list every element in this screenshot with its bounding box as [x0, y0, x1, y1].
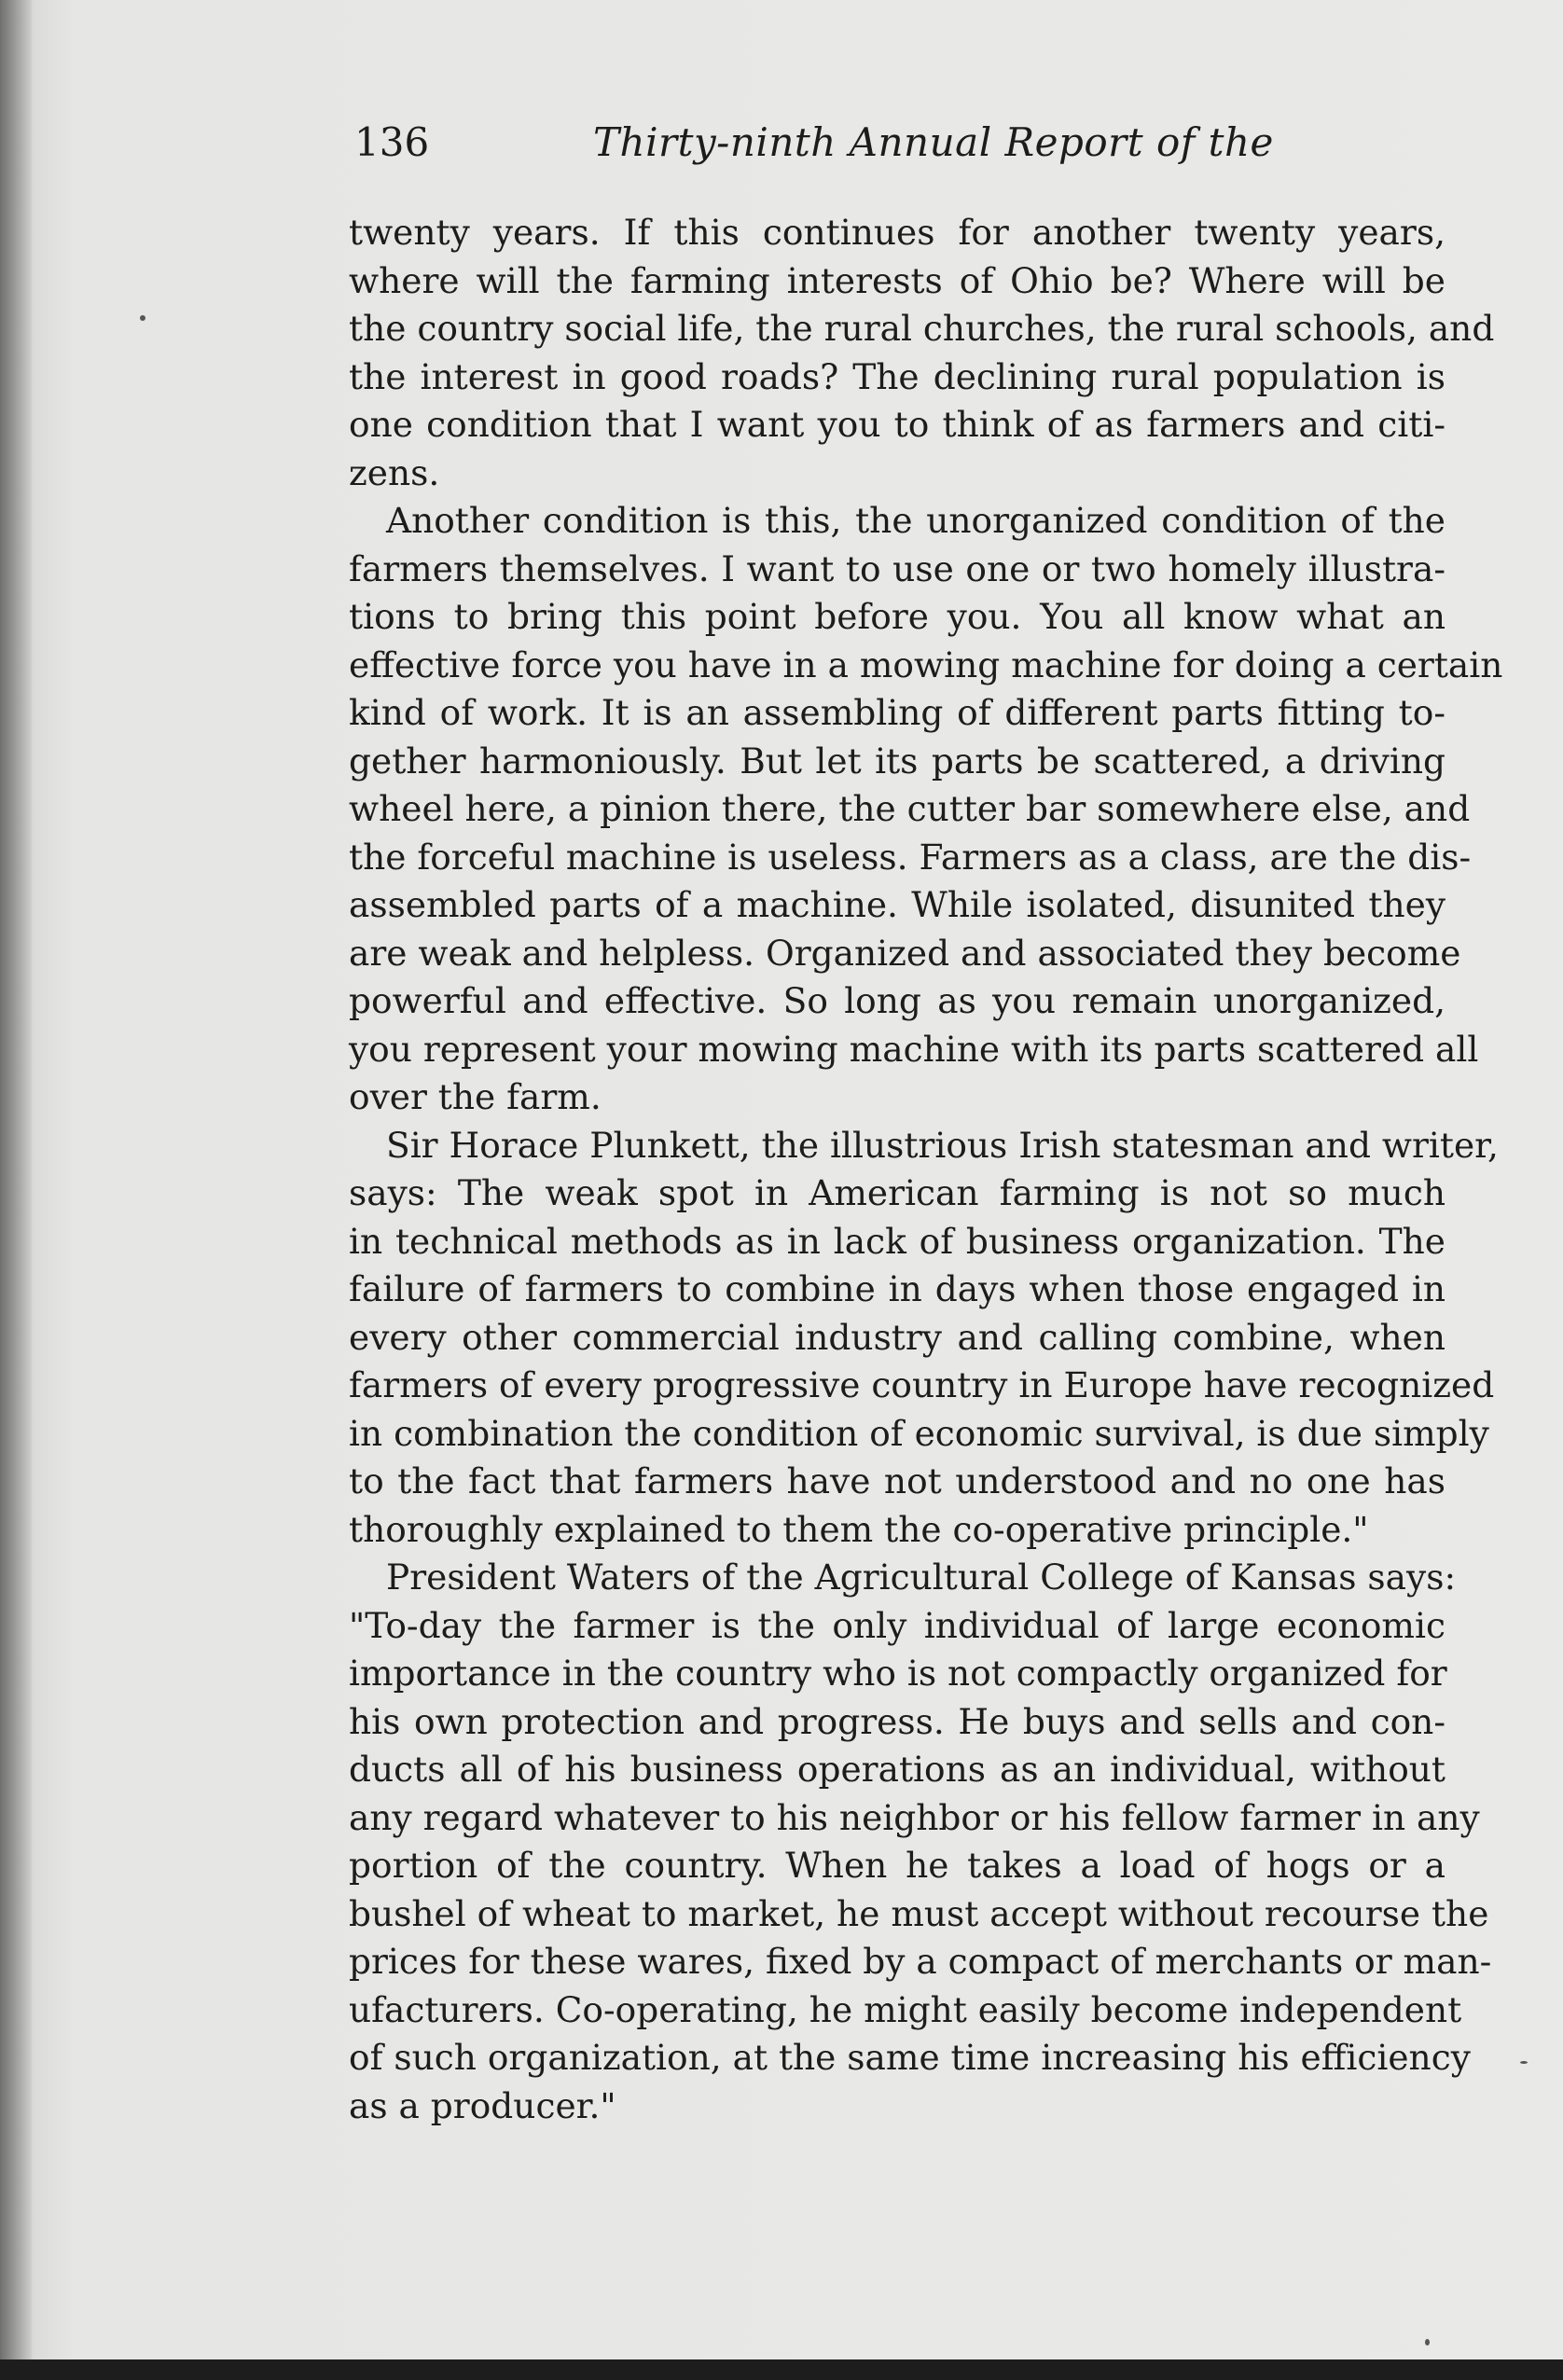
text-line: the forceful machine is useless. Farmers as a class, are the dis-	[349, 836, 1472, 878]
text-line: any regard whatever to his neighbor or his fellow farmer in any	[349, 1796, 1480, 1838]
page-number: 136	[354, 119, 430, 165]
text-line: powerful and effective. So long as you remain unorganized,	[349, 980, 1445, 1021]
text-line: Another condition is this, the unorganized condition of the	[386, 500, 1445, 541]
text-line: effective force you have in a mowing machine for doing a certain	[349, 643, 1503, 685]
scan-speck	[1425, 2339, 1430, 2345]
text-line: "To-day the farmer is the only individual of large economic	[349, 1604, 1445, 1646]
scan-speck	[140, 315, 145, 321]
text-line: his own protection and progress. He buys and sells and con-	[349, 1700, 1445, 1742]
text-line: thoroughly explained to them the co-operative principle."	[349, 1508, 1369, 1550]
scan-speck	[1520, 2061, 1528, 2064]
text-line: ducts all of his business operations as an individual, without	[349, 1749, 1445, 1790]
text-line: where will the farming interests of Ohio be? Where will be	[349, 259, 1445, 301]
text-line: to the fact that farmers have not understood and no one has	[349, 1460, 1445, 1501]
body-text	[349, 209, 1503, 2130]
text-line: are weak and helpless. Organized and associated they become	[349, 932, 1461, 974]
text-line: portion of the country. When he takes a load of hogs or a	[349, 1845, 1445, 1886]
text-line: as a producer."	[349, 2084, 616, 2126]
text-line: says: The weak spot in American farming is not so much	[349, 1172, 1445, 1213]
text-line: failure of farmers to combine in days when those engaged in	[349, 1268, 1445, 1309]
text-line: you represent your mowing machine with its parts scattered all	[349, 1028, 1479, 1070]
text-line: of such organization, at the same time increasing his efficiency	[349, 2037, 1471, 2078]
text-line: every other commercial industry and calling combine, when	[349, 1316, 1445, 1358]
text-line: assembled parts of a machine. While isolated, disunited they	[349, 884, 1445, 925]
page-bottom-edge	[0, 2359, 1563, 2380]
text-line: the country social life, the rural churches, the rural schools, and	[349, 308, 1495, 349]
running-header	[354, 110, 1287, 175]
text-line: Sir Horace Plunkett, the illustrious Irish statesman and writer,	[386, 1124, 1499, 1166]
text-line: bushel of wheat to market, he must accept without recourse the	[349, 1892, 1489, 1934]
text-line: one condition that I want you to think of as farmers and citi-	[349, 404, 1445, 445]
text-line: President Waters of the Agricultural College of Kansas says:	[386, 1557, 1457, 1598]
text-line: farmers themselves. I want to use one or two homely illustra-	[349, 547, 1445, 589]
text-line: farmers of every progressive country in Europe have recognized	[349, 1364, 1495, 1405]
text-line: prices for these wares, fixed by a compact of merchants or man-	[349, 1941, 1492, 1982]
book-binding-edge	[0, 0, 32, 2380]
running-title: Thirty-ninth Annual Report of the	[593, 119, 1274, 165]
text-line: zens.	[349, 451, 440, 493]
text-line: ufacturers. Co-operating, he might easily become independent	[349, 1988, 1462, 2030]
text-line: importance in the country who is not compactly organized for	[349, 1653, 1447, 1694]
text-line: in technical methods as in lack of business organization. The	[349, 1220, 1445, 1262]
text-line: kind of work. It is an assembling of different parts fitting to-	[349, 692, 1445, 733]
text-line: wheel here, a pinion there, the cutter bar somewhere else, and	[349, 788, 1471, 829]
text-line: gether harmoniously. But let its parts be scattered, a driving	[349, 740, 1445, 782]
text-line: in combination the condition of economic survival, is due simply	[349, 1412, 1489, 1454]
text-line: tions to bring this point before you. You all know what an	[349, 596, 1445, 637]
text-line: over the farm.	[349, 1076, 602, 1117]
text-line: twenty years. If this continues for another twenty years,	[349, 212, 1445, 253]
text-line: the interest in good roads? The declining rural population is	[349, 355, 1445, 397]
